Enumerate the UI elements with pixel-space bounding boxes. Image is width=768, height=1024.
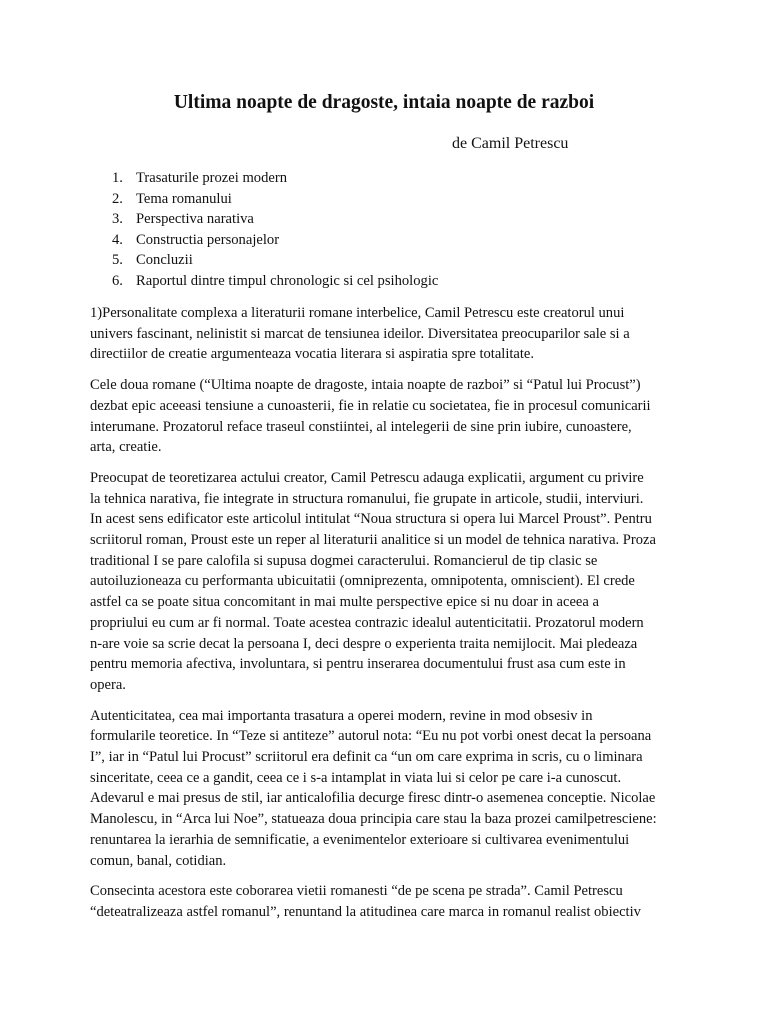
toc-item [112, 230, 438, 251]
paragraph-line: Manolescu, in “Arca lui Noe”, statueaza doua principia care stau la baza prozei camilpetresciene: [90, 811, 657, 828]
paragraph-line: n-are voie sa scrie decat la persoana I, deci despre o experienta traita nemijlocit. Mai pledeaza [90, 635, 638, 652]
toc-item-label: Trasaturile prozei modern [136, 170, 288, 186]
toc-item [112, 209, 438, 230]
document-author: de Camil Petrescu [452, 135, 569, 152]
document-title: Ultima noapte de dragoste, intaia noapte de razboi [173, 92, 595, 113]
toc-item-label: Tema romanului [136, 190, 232, 207]
body-paragraph [90, 468, 686, 696]
paragraph-line: formularile teoretice. In “Teze si antiteze” autorul nota: “Eu nu pot vorbi onest decat la persoana [90, 728, 652, 745]
toc-item [112, 271, 438, 292]
paragraph-line: interumane. Prozatorul reface traseul constiintei, al intelegerii de sine prin iubire, cunoastere, [90, 418, 632, 435]
paragraph-line: Cele doua romane (“Ultima noapte de dragoste, intaia noapte de razboi” si “Patul lui Procust”) [90, 377, 641, 394]
paragraph-line: la tehnica narativa, fie integrate in structura romanului, fie grupate in articole, studii, interviuri. [90, 490, 644, 507]
table-of-contents [112, 168, 438, 292]
paragraph-line: comun, banal, cotidian. [90, 852, 227, 869]
paragraph-line: Autenticitatea, cea mai importanta trasatura a operei modern, revine in mod obsesiv in [90, 707, 593, 724]
paragraph-line: renuntarea la ierarhia de semnificatie, a evenimentelor exterioare si cultivarea evenimentului [90, 831, 630, 848]
paragraph-line: propriului eu cum ar fi normal. Toate acestea contrazic idealul autenticitatii. Prozatorul modern [90, 614, 644, 631]
paragraph-line: pentru memoria afectiva, involuntara, si pentru inserarea documentului frust asa cum este in [90, 656, 626, 673]
paragraph-line: astfel ca se poate situa concomitant in mai multe perspective epice si nu doar in aceea a [90, 594, 599, 611]
paragraph-line: opera. [90, 676, 126, 693]
toc-item-label: Concluzii [136, 252, 193, 269]
paragraph-line: univers fascinant, nelinistit si marcat de tensiunea ideilor. Diversitatea preocuparilor sale si a [90, 325, 630, 342]
paragraph-line: dezbat epic aceeasi tensiune a cunoasterii, fie in relatie cu societatea, fie in procesul comunicarii [90, 397, 651, 414]
document-body [90, 303, 686, 933]
paragraph-line: arta, creatie. [90, 439, 162, 456]
paragraph-line: autoiluzioneaza cu performanta ubicuitatii (omniprezenta, omnipotenta, omniscient). El crede [90, 573, 635, 590]
paragraph-line: Preocupat de teoretizarea actului creator, Camil Petrescu adauga explicatii, argument cu privire [90, 469, 644, 486]
paragraph-line: sinceritate, ceea ce a gandit, ceea ce i s-a intamplat in viata lui si celor pe care i-a cunoscut. [90, 769, 622, 786]
toc-item [112, 250, 438, 271]
paragraph-line: Adevarul e mai presus de stil, iar anticalofilia decurge firesc dintr-o asemenea conceptie. Nicolae [90, 790, 656, 807]
paragraph-line: scriitorul roman, Proust este un reper al literaturii analitice si un model de tehnica narativa. Proza [90, 532, 656, 549]
toc-item-number: 2. [112, 190, 123, 207]
body-paragraph [90, 706, 686, 872]
toc-item-number: 6. [112, 272, 123, 289]
toc-item [112, 189, 438, 210]
toc-item-number: 1. [112, 170, 123, 186]
toc-item-number: 5. [112, 252, 123, 269]
paragraph-line: In acest sens edificator este articolul intitulat “Noua structura si opera lui Marcel Proust”. Pentru [90, 511, 652, 528]
paragraph-line: I”, iar in “Patul lui Procust” scriitorul era definit ca “un om care exprima in scris, cu o liminara [90, 749, 643, 766]
paragraph-line: traditional I se pare calofila si supusa dogmei caracterului. Romancierul de tip clasic se [90, 552, 598, 569]
toc-item-number: 4. [112, 231, 123, 248]
toc-item [112, 168, 438, 189]
toc-item-label: Constructia personajelor [136, 231, 280, 248]
toc-item-label: Perspectiva narativa [136, 211, 254, 228]
paragraph-line: “deteatralizeaza astfel romanul”, renuntand la atitudinea care marca in romanul realist obiectiv [90, 903, 641, 920]
paragraph-line: 1)Personalitate complexa a literaturii romane interbelice, Camil Petrescu este creatorul unui [90, 305, 625, 321]
paragraph-line: Consecinta acestora este coborarea vietii romanesti “de pe scena pe strada”. Camil Petrescu [90, 883, 623, 900]
paragraph-line: directiilor de creatie argumenteaza vocatia literara si aspiratia spre totalitate. [90, 346, 534, 363]
toc-item-label: Raportul dintre timpul chronologic si cel psihologic [136, 272, 439, 289]
body-paragraph [90, 303, 686, 365]
body-paragraph [90, 375, 686, 458]
body-paragraph [90, 881, 686, 922]
toc-item-number: 3. [112, 211, 123, 228]
